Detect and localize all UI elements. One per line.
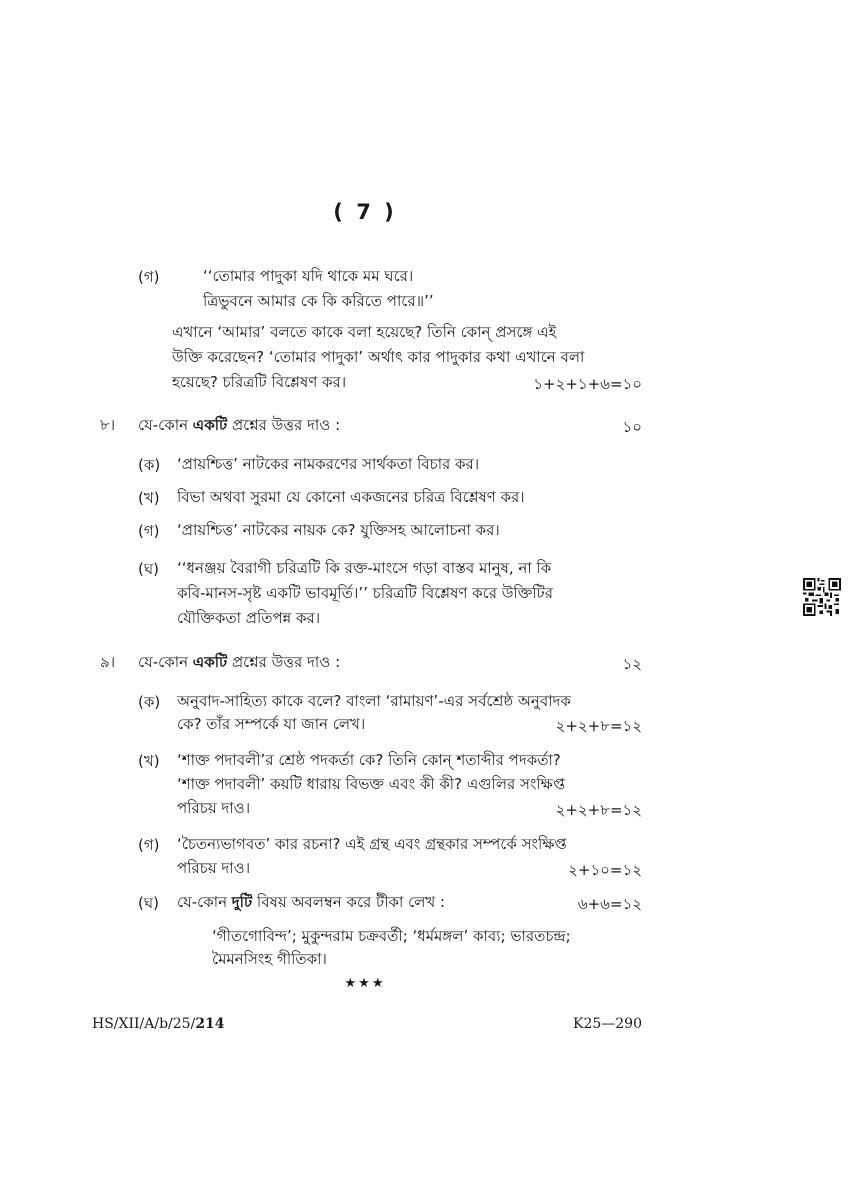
option-text: ‘প্রায়শ্চিত্ত’ নাটকের নামকরণের সার্থকতা বিচার কর। <box>177 455 480 473</box>
marks: ১০ <box>622 418 642 436</box>
quote-line: ‘‘তোমার পাদুকা যদি থাকে মম ঘরে। <box>203 267 414 285</box>
option-label: (ক) <box>138 456 161 474</box>
option-label: (ঘ) <box>138 894 159 912</box>
option-text: বিভা অথবা সুরমা যে কোনো একজনের চরিত্র বিশ্লেষণ কর। <box>177 488 525 506</box>
marks: ২+২+৮=১২ <box>555 717 642 735</box>
option-label: (গ) <box>138 836 160 854</box>
marks: ৬+৬=১২ <box>577 895 642 913</box>
option-label: (গ) <box>138 522 160 540</box>
option-text: ‘প্রায়শ্চিত্ত’ নাটকের নায়ক কে? যুক্তিসহ আলোচনা কর। <box>177 521 500 539</box>
option-label: (গ) <box>138 268 160 286</box>
question-instruction: যে-কোন একটি প্রশ্নের উত্তর দাও : <box>138 653 341 671</box>
page-number: ( 7 ) <box>333 200 397 224</box>
end-of-paper-stars: ★★★ <box>344 976 386 991</box>
option-text: অনুবাদ-সাহিত্য কাকে বলে? বাংলা ‘রামায়ণ’-এর সর্বশ্রেষ্ঠ অনুবাদক <box>177 692 571 710</box>
option-text: পরিচয় দাও। <box>177 799 251 817</box>
option-text: কে? তাঁর সম্পর্কে যা জান লেখ। <box>177 715 366 733</box>
paper-code: HS/XII/A/b/25/214 <box>92 1016 225 1032</box>
option-label: (খ) <box>138 752 160 770</box>
option-label: (খ) <box>138 489 160 507</box>
option-text: ‘শাক্ত পদাবলী’র শ্রেষ্ঠ পদকর্তা কে? তিনি কোন্ শতাব্দীর পদকর্তা? <box>177 751 561 769</box>
quote-line: ত্রিভুবনে আমার কে কি করিতে পারে॥’’ <box>203 292 434 310</box>
option-text: যৌক্তিকতা প্রতিপন্ন কর। <box>177 609 321 627</box>
print-code: K25—290 <box>573 1016 642 1032</box>
question-number: ৮। <box>100 416 116 434</box>
topics-list: মৈমনসিংহ গীতিকা। <box>212 950 327 968</box>
marks: ১২ <box>622 655 642 673</box>
option-label: (ক) <box>138 693 161 711</box>
option-text: ‘শাক্ত পদাবলী’ কয়টি ধারায় বিভক্ত এবং কী কী? এগুলির সংক্ষিপ্ত <box>177 775 566 793</box>
question-text: উক্তি করেছেন? ‘তোমার পাদুকা’ অর্থাৎ কার পাদুকার কথা এখানে বলা <box>172 348 585 366</box>
topics-list: ‘গীতগোবিন্দ’; মুকুন্দরাম চক্রবর্তী; ‘ধর্মমঙ্গল’ কাব্য; ভারতচন্দ্র; <box>212 927 571 945</box>
marks: ১+২+১+৬=১০ <box>533 375 642 393</box>
option-text: ‘চৈতন্যভাগবত’ কার রচনা? এই গ্রন্থ এবং গ্রন্থকার সম্পর্কে সংক্ষিপ্ত <box>177 835 567 853</box>
marks: ২+১০=১২ <box>568 861 642 879</box>
qr-code-icon <box>803 578 841 616</box>
option-text: যে-কোন দুটি বিষয় অবলম্বন করে টীকা লেখ : <box>177 893 446 911</box>
question-instruction: যে-কোন একটি প্রশ্নের উত্তর দাও : <box>138 416 341 434</box>
option-text: পরিচয় দাও। <box>177 859 251 877</box>
marks: ২+২+৮=১২ <box>555 801 642 819</box>
option-label: (ঘ) <box>138 560 159 578</box>
question-number: ৯। <box>100 653 116 671</box>
option-text: ‘‘ধনঞ্জয় বৈরাগী চরিত্রটি কি রক্ত-মাংসে গড়া বাস্তব মানুষ, না কি <box>177 559 552 577</box>
question-text: হয়েছে? চরিত্রটি বিশ্লেষণ কর। <box>172 373 347 391</box>
option-text: কবি-মানস-সৃষ্ট একটি ভাবমূর্তি।’’ চরিত্রটি বিশ্লেষণ করে উক্তিটির <box>177 584 553 602</box>
question-text: এখানে ‘আমার’ বলতে কাকে বলা হয়েছে? তিনি কোন্ প্রসঙ্গে এই <box>172 323 557 341</box>
